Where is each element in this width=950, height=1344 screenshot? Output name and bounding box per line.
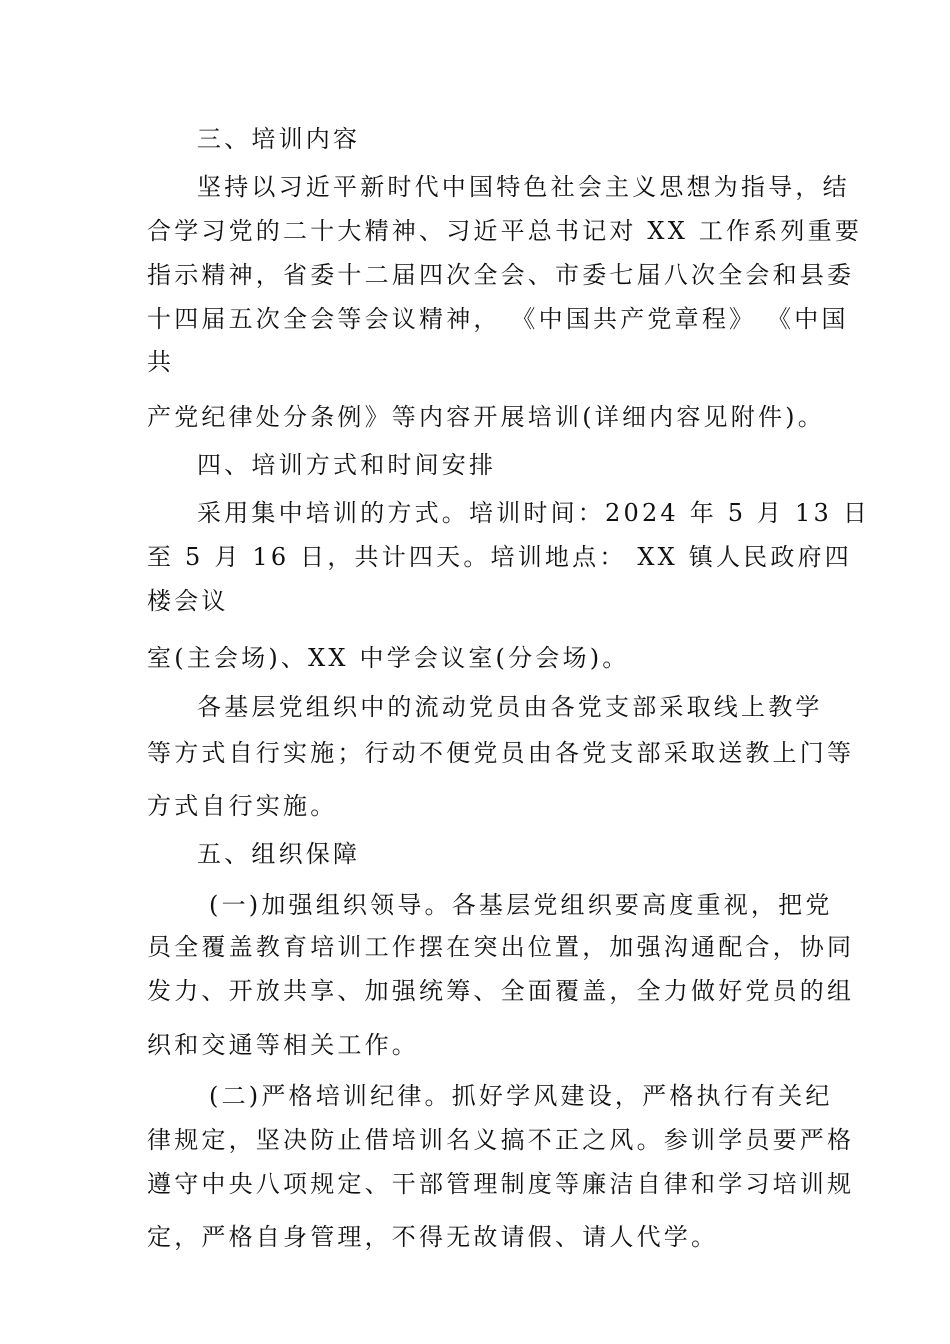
paragraph-line: 指示精神，省委十二届四次全会、市委七届八次全会和县委 [147, 261, 855, 289]
paragraph-line: 遵守中央八项规定、干部管理制度等廉洁自律和学习培训规 [147, 1170, 855, 1198]
paragraph-line: (二)严格培训纪律。抓好学风建设，严格执行有关纪 [209, 1082, 833, 1110]
paragraph-line: 发力、开放共享、加强统筹、全面覆盖，全力做好党员的组 [147, 977, 855, 1005]
paragraph-line: 定，严格自身管理，不得无故请假、请人代学。 [147, 1223, 719, 1251]
section-heading-4: 四、培训方式和时间安排 [197, 451, 497, 479]
paragraph-line: (一)加强组织领导。各基层党组织要高度重视，把党 [209, 891, 833, 919]
section-heading-3: 三、培训内容 [197, 125, 361, 153]
paragraph-line: 各基层党组织中的流动党员由各党支部采取线上教学 [197, 693, 823, 721]
paragraph-line: 室(主会场)、XX 中学会议室(分会场)。 [147, 644, 630, 672]
paragraph-line: 共 [147, 348, 175, 376]
paragraph-line: 合学习党的二十大精神、习近平总书记对 XX 工作系列重要 [147, 217, 863, 245]
paragraph-line: 产党纪律处分条例》等内容开展培训(详细内容见附件)。 [147, 403, 825, 431]
paragraph-line: 采用集中培训的方式。培训时间：2024 年 5 月 13 日 [197, 499, 871, 527]
paragraph-line: 十四届五次全会等会议精神， 《中国共产党章程》 《中国 [147, 305, 849, 333]
paragraph-line: 方式自行实施。 [147, 792, 338, 820]
section-heading-5: 五、组织保障 [197, 840, 361, 868]
paragraph-line: 楼会议 [147, 587, 229, 615]
paragraph-line: 等方式自行实施；行动不便党员由各党支部采取送教上门等 [147, 739, 855, 767]
paragraph-line: 律规定，坚决防止借培训名义搞不正之风。参训学员要严格 [147, 1126, 855, 1154]
paragraph-line: 员全覆盖教育培训工作摆在突出位置，加强沟通配合，协同 [147, 933, 855, 961]
paragraph-line: 至 5 月 16 日，共计四天。培训地点： XX 镇人民政府四 [147, 543, 852, 571]
paragraph-line: 织和交通等相关工作。 [147, 1031, 419, 1059]
paragraph-line: 坚持以习近平新时代中国特色社会主义思想为指导，结 [197, 173, 850, 201]
